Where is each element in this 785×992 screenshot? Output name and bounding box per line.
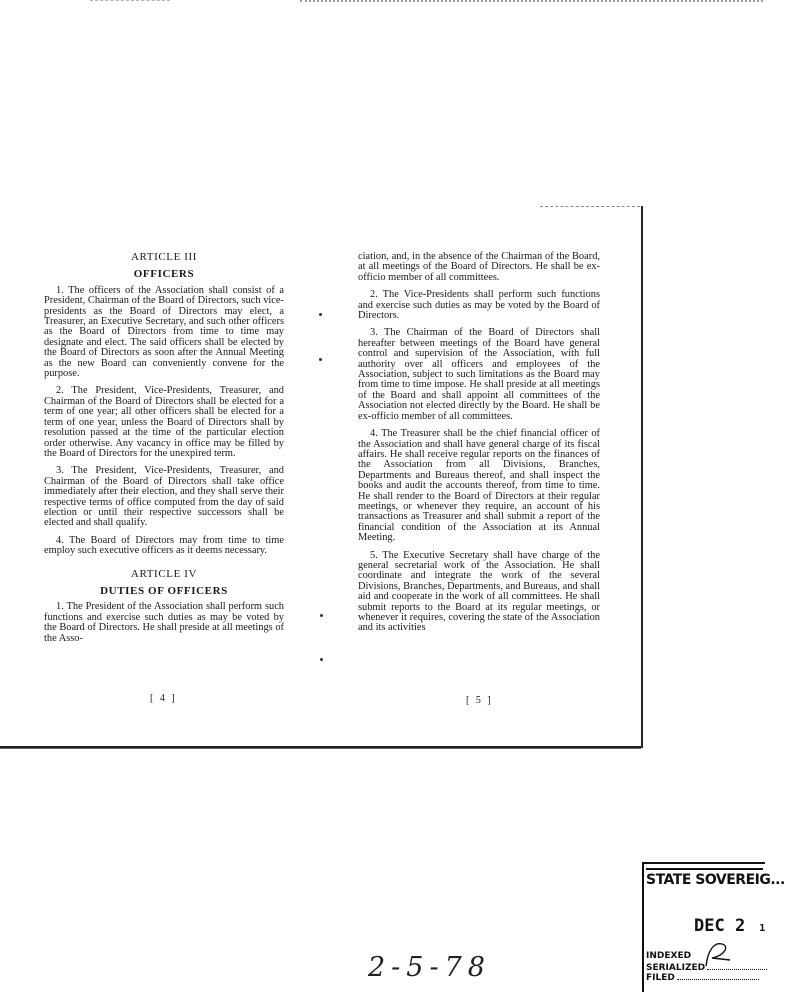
stamp-label: FILED (646, 973, 675, 983)
handwritten-file-number: 2-5-78 (368, 952, 491, 983)
left-page-column (44, 250, 284, 651)
paragraph: 3. The Chairman of the Board of Directors shall hereafter between meetings of the Board have general control and supervision of the Association, with full authority over all officers and employees of the Association, subject to such limitations as the Board may from time to time impose. He shall preside at all meetings of the Board and shall appoint all committees of the Association not elected directly by the Board. He shall be ex-officio member of all committees. (358, 327, 600, 422)
paragraph: ciation, and, in the absence of the Chairman of the Board, at all meetings of the Board of Directors. He shall be ex-officio member of all committees. (358, 251, 600, 283)
paragraph: 2. The Vice-Presidents shall perform such functions and exercise such duties as may be voted by the Board of Directors. (358, 289, 600, 322)
article-iii-title: OFFICERS (133, 268, 195, 281)
paragraph: 1. The officers of the Association shall consist of a President, Chairman of the Board of Directors, such vice-presidents as the Board of Directors may elect, a Treasurer, an Executive Secretary, and such other officers as the Board of Directors from time to time may designate and elect. The said officers shall be elected by the Board of Directors as soon after the Annual Meeting as the new Board can conveniently convene for the purpose. (44, 284, 284, 380)
page-number-right: [ 5 ] (466, 695, 493, 706)
binder-hole-mark (320, 614, 323, 617)
stamp-row-indexed (646, 951, 691, 961)
article-iv-title: DUTIES OF OFFICERS (100, 584, 228, 597)
paragraph: 4. The Board of Directors may from time to time employ such executive officers as it deems necessary. (44, 534, 284, 557)
page-bottom-rule (0, 748, 641, 749)
stamp-date-extra: 1 (759, 923, 766, 934)
binder-hole-mark (320, 658, 323, 661)
paragraph: 1. The President of the Association shall perform such functions and exercise such duties as may be voted by the Board of Directors. He shall preside at all meetings of the Asso- (44, 601, 284, 644)
top-margin-mark (90, 0, 170, 3)
paragraph: 5. The Executive Secretary shall have charge of the general secretarial work of the Association. He shall coordinate and integrate the work of the several Divisions, Branches, Departments, and Bureaus, and shall aid and cooperate in the work of all committees. He shall submit reports to the Board at its regular meetings, or whenever it requires, covering the state of the Association and its activities (358, 549, 600, 634)
binder-hole-mark (319, 358, 322, 361)
stamp-label: SERIALIZED (646, 963, 706, 973)
stamp-fill-line (677, 971, 759, 980)
stamp-title: STATE SOVEREIG... (646, 872, 785, 888)
top-dotted-edge (300, 0, 763, 5)
article-iii-heading: ARTICLE III (130, 251, 198, 263)
right-page-column (358, 252, 600, 641)
stamp-date (694, 916, 765, 936)
article-iv-heading: ARTICLE IV (130, 567, 198, 580)
paragraph: 4. The Treasurer shall be the chief financial officer of the Association and shall have general charge of its fiscal affairs. He shall receive regular reports on the finances of the Association from all Divisions, Branches, Departments and Bureaus thereof, and shall inspect the books and audit the accounts thereof, from time to time. He shall render to the Board of Directors at their regular meetings, or whenever they require, an account of his transactions as Treasurer and shall submit a report of the financial condition of the Association at its Annual Meeting. (358, 428, 600, 544)
paragraph: 3. The President, Vice-Presidents, Treasurer, and Chairman of the Board of Directors shall take office immediately after their election, and they shall serve their respective terms of office computed from the day of said election or until their respective successors shall be elected and shall qualify. (44, 465, 284, 529)
paragraph: 2. The President, Vice-Presidents, Treasurer, and Chairman of the Board of Directors shall be elected for a term of one year; all other officers shall be elected for a term of one year, unless the Board of Directors shall by resolution passed at the time of the particular election order otherwise. Any vacancy in office may be filled by the Board of Directors for the unexpired term. (44, 385, 284, 459)
stamp-initials-scribble (700, 940, 740, 970)
stamp-date-text: DEC 2 (694, 916, 746, 936)
stamp-label: INDEXED (646, 951, 692, 961)
binder-hole-mark (319, 313, 322, 316)
stamp-row-filed (646, 971, 759, 983)
page-number-left: [ 4 ] (150, 693, 177, 704)
